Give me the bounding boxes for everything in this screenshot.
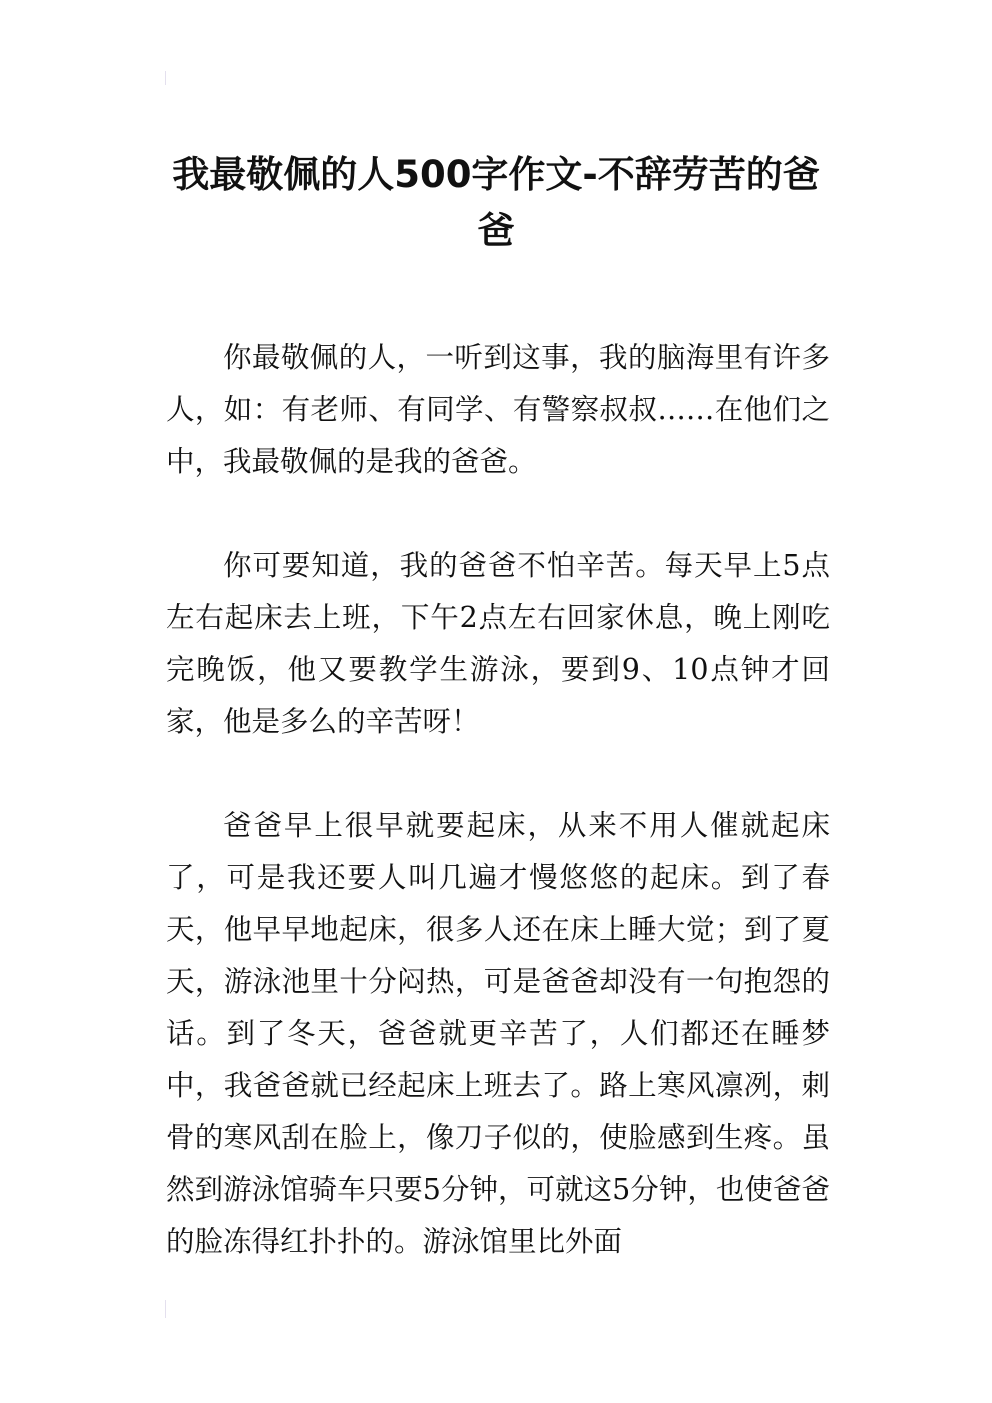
page-corner-mark-top: [165, 71, 166, 85]
paragraph-3: 爸爸早上很早就要起床，从来不用人催就起床了，可是我还要人叫几遍才慢悠悠的起床。到了春天，他早早地起床，很多人还在床上睡大觉；到了夏天，游泳池里十分闷热，可是爸爸却没有一句抱怨的话。到了冬天，爸爸就更辛苦了，人们都还在睡梦中，我爸爸就已经起床上班去了。路上寒风凛冽，刺骨的寒风刮在脸上，像刀子似的，使脸感到生疼。虽然到游泳馆骑车只要5分钟，可就这5分钟，也使爸爸的脸冻得红扑扑的。游泳馆里比外面: [166, 809, 830, 1258]
page-corner-mark-bottom: [165, 1300, 166, 1318]
paragraph-2: 你可要知道，我的爸爸不怕辛苦。每天早上5点左右起床去上班，下午2点左右回家休息，晚上刚吃完晚饭，他又要教学生游泳，要到9、10点钟才回家，他是多么的辛苦呀！: [166, 549, 830, 738]
document-title: 我最敬佩的人500字作文-不辞劳苦的爸爸: [172, 152, 820, 252]
paragraph-1: 你最敬佩的人，一听到这事，我的脑海里有许多人，如：有老师、有同学、有警察叔叔……在他们之中，我最敬佩的是我的爸爸。: [166, 341, 830, 478]
document-body: [166, 332, 830, 1268]
